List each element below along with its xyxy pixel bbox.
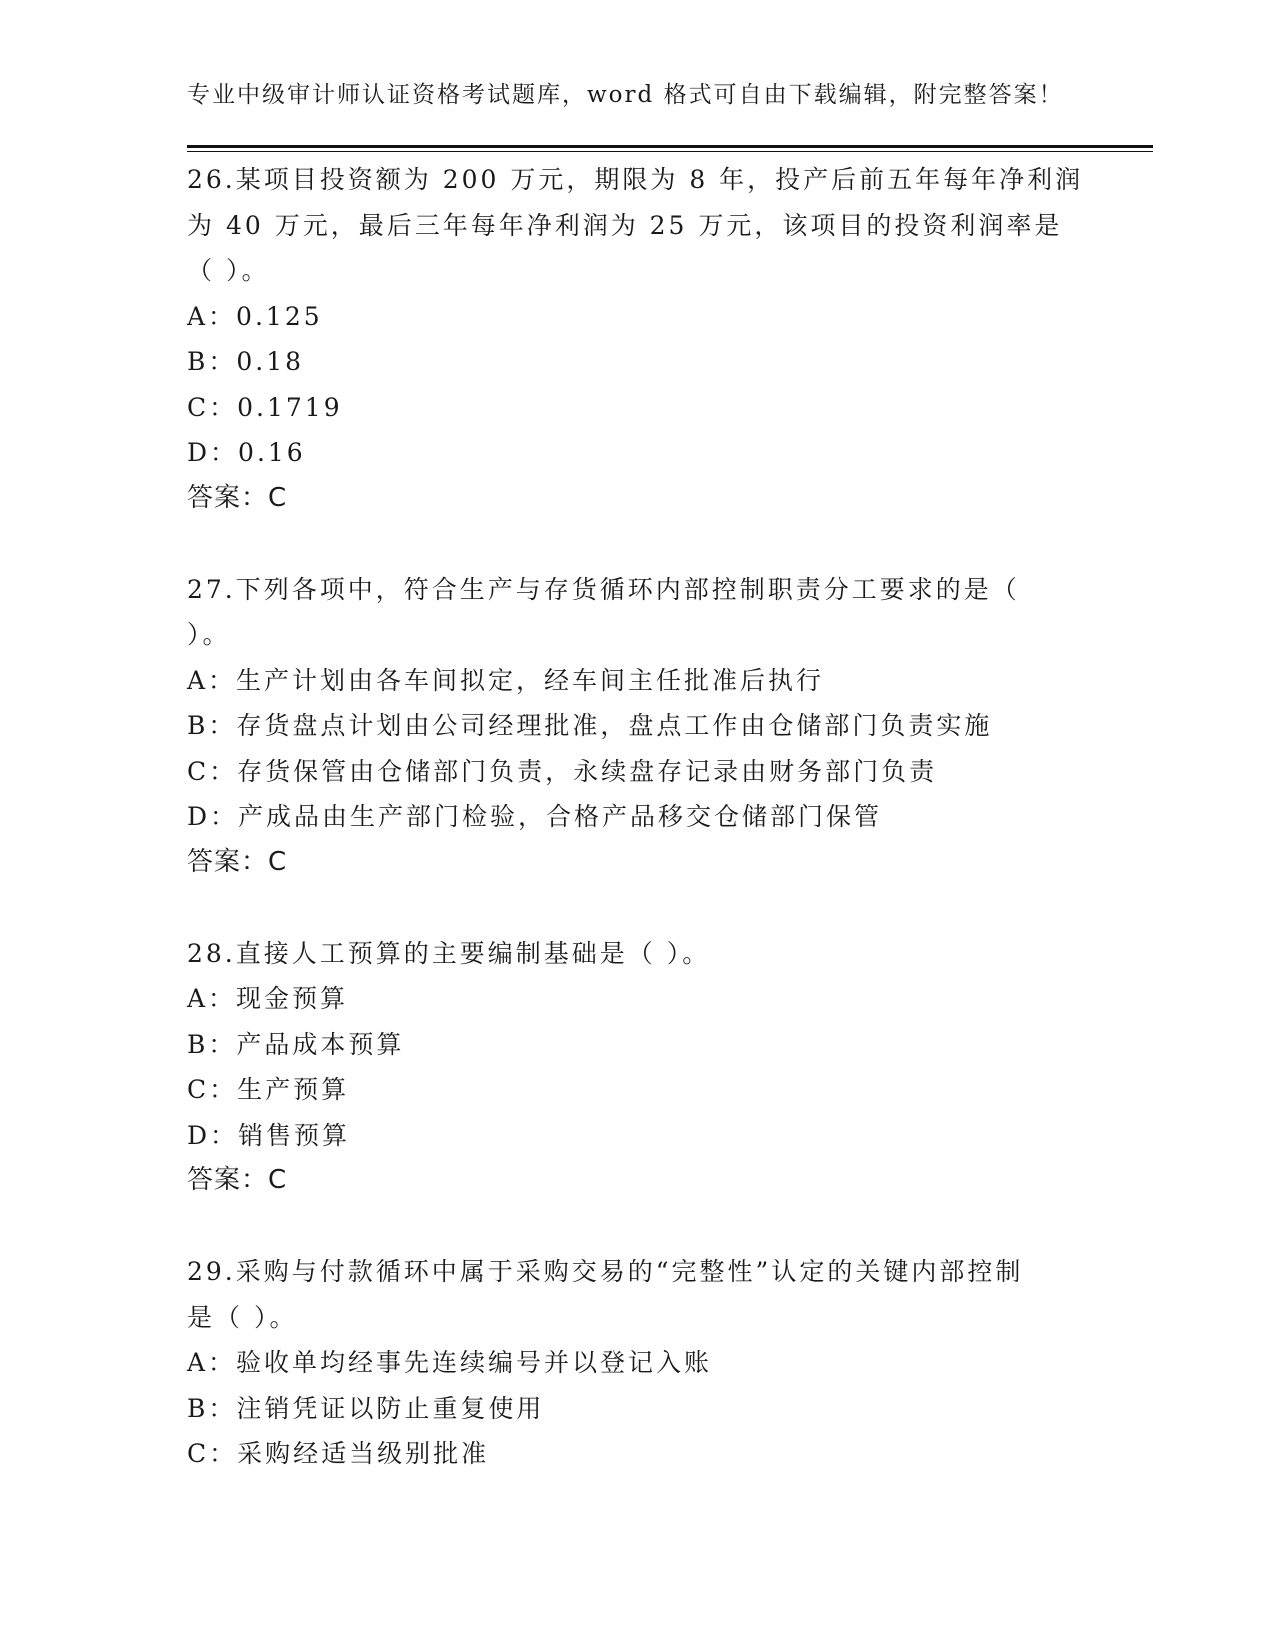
question-stem-line: 27.下列各项中，符合生产与存货循环内部控制职责分工要求的是（ (187, 574, 1020, 604)
option-b: B：注销凭证以防止重复使用 (187, 1393, 545, 1423)
option-d: D：产成品由生产部门检验，合格产品移交仓储部门保管 (187, 802, 883, 831)
question-stem-line: 26.某项目投资额为 200 万元，期限为 8 年，投产后前五年每年净利润 (187, 165, 1084, 194)
option-b: B：产品成本预算 (187, 1029, 405, 1059)
option-a: A：验收单均经事先连续编号并以登记入账 (187, 1348, 713, 1377)
question-stem-line: 29.采购与付款循环中属于采购交易的“完整性”认定的关键内部控制 (187, 1257, 1024, 1286)
option-a: A：生产计划由各车间拟定，经车间主任批准后执行 (187, 665, 825, 695)
question-stem-line: （ ）。 (187, 256, 270, 285)
option-c: C：0.1719 (187, 392, 343, 422)
option-a: A：现金预算 (187, 984, 349, 1013)
answer-text: 答案：C (187, 846, 288, 877)
question-list (187, 157, 1087, 1477)
answer-text: 答案：C (187, 482, 288, 513)
option-c: C：生产预算 (187, 1075, 350, 1104)
header-rule-thin (187, 151, 1153, 152)
question-28 (187, 931, 1087, 1204)
option-b: B：存货盘点计划由公司经理批准，盘点工作由仓储部门负责实施 (187, 711, 993, 740)
question-stem-line: 28.直接人工预算的主要编制基础是（ ）。 (187, 938, 711, 968)
question-spacer (187, 885, 1087, 931)
answer-text: 答案：C (187, 1165, 288, 1195)
option-c: C：存货保管由仓储部门负责，永续盘存记录由财务部门负责 (187, 756, 938, 786)
question-27 (187, 567, 1087, 886)
option-a: A：0.125 (187, 301, 323, 331)
question-stem-line: 是（ ）。 (187, 1302, 298, 1332)
question-spacer (187, 1204, 1087, 1250)
question-29 (187, 1249, 1087, 1477)
question-spacer (187, 521, 1087, 567)
header-rule-thick (187, 145, 1153, 148)
option-b: B：0.18 (187, 347, 305, 376)
question-stem-line: ）。 (187, 620, 231, 649)
option-d: D：0.16 (187, 438, 306, 467)
option-d: D：销售预算 (187, 1120, 351, 1150)
page-header: 专业中级审计师认证资格考试题库，word 格式可自由下载编辑，附完整答案！ (187, 82, 1064, 108)
question-stem-line: 为 40 万元，最后三年每年净利润为 25 万元，该项目的投资利润率是 (187, 210, 1063, 240)
question-26 (187, 157, 1087, 521)
option-c: C：采购经适当级别批准 (187, 1439, 490, 1468)
